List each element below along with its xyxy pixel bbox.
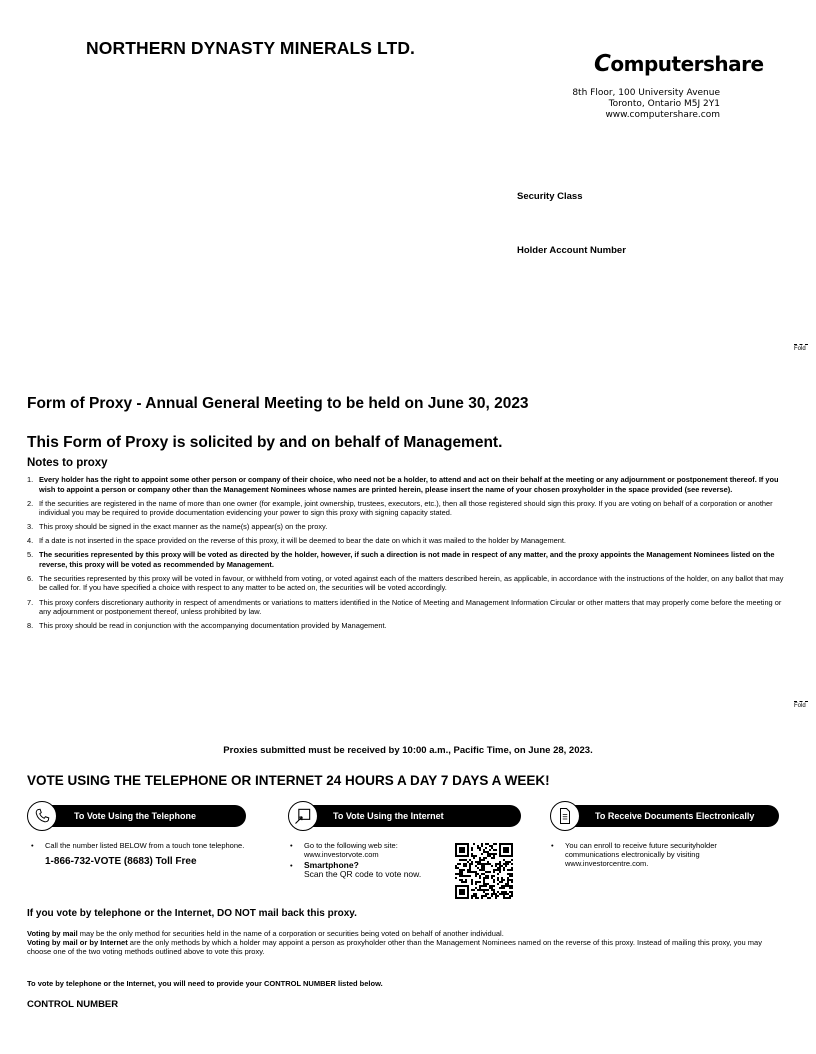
address-line: Toronto, Ontario M5J 2Y1 bbox=[608, 99, 720, 109]
list-item bbox=[290, 861, 450, 879]
mail-text: may be the only method for securities held in the name of a corporation or securities being voted on behalf of another individual. bbox=[77, 929, 504, 938]
electronic-documents-label: To Receive Documents Electronically bbox=[595, 811, 755, 821]
note-text: The securities represented by this proxy will be voted in favour, or withheld from voting, or voted against each of the matters described herein, as applicable, in accordance with the instructions of the holder, on any ballot that may be called for. If you have specified a choice with respect to any matter to be acted on, the securities will be voted accordingly. bbox=[39, 573, 784, 593]
solicitation-heading: This Form of Proxy is solicited by and on behalf of Management. bbox=[27, 434, 503, 451]
telephone-vote-label: To Vote Using the Telephone bbox=[74, 811, 197, 821]
mail-internet-text: are the only methods by which a holder may appoint a person as proxyholder other than the Management Nominees named on the reverse of this proxy. Instead of mailing this proxy, you may choose one of the two voting methods outlined above to vote this proxy. bbox=[27, 938, 762, 956]
note-text: If a date is not inserted in the space provided on the reverse of this proxy, it will be deemed to bear the date on which it was mailed to the holder by Management. bbox=[39, 536, 566, 546]
note-number: 6. bbox=[27, 573, 34, 583]
note-text: Every holder has the right to appoint some other person or company of their choice, who need not be a holder, to attend and act on their behalf at the meeting or any adjournment or postponement thereof. If you wish to appoint a person or company other than the Management Nominees whose names are printed herein, please insert the name of your chosen proxyholder in the space provided (see reverse). bbox=[39, 475, 779, 494]
electronic-instructions bbox=[551, 841, 766, 870]
vote-heading: VOTE USING THE TELEPHONE OR INTERNET 24 HOURS A DAY 7 DAYS A WEEK! bbox=[27, 773, 550, 788]
address-website: www.computershare.com bbox=[605, 110, 720, 120]
note-text: If the securities are registered in the name of more than one owner (for example, joint ownership, trustees, executors, etc.), then all those registered should sign this proxy. If you are voting on behalf of a corporation or another individual you may be required to provide documentation evidencing your power to sign this proxy with signing capacity stated. bbox=[39, 498, 773, 518]
note-item bbox=[27, 499, 787, 518]
cursor-icon bbox=[288, 801, 318, 831]
internet-vote-label: To Vote Using the Internet bbox=[333, 811, 444, 821]
note-item bbox=[27, 522, 787, 532]
note-number: 4. bbox=[27, 536, 34, 546]
internet-vote-banner bbox=[297, 805, 521, 827]
toll-free-number: 1-866-732-VOTE (8683) Toll Free bbox=[45, 856, 197, 867]
address-line: 8th Floor, 100 University Avenue bbox=[572, 88, 720, 98]
company-name: NORTHERN DYNASTY MINERALS LTD. bbox=[86, 38, 416, 58]
computershare-logo bbox=[594, 51, 764, 77]
list-item: • You can enroll to receive future securityholder communications electronically by visiting www.investorcentre.com. bbox=[551, 841, 766, 868]
mail-internet-bold: Voting by mail or by Internet bbox=[27, 938, 128, 947]
note-item bbox=[27, 598, 787, 617]
note-text: This proxy should be signed in the exact manner as the name(s) appear(s) on the proxy. bbox=[39, 522, 328, 532]
note-text: The securities represented by this proxy will be voted as directed by the holder, however, if such a direction is not made in respect of any matter, and the proxy appoints the Management Nominees listed on the reverse, this proxy will be voted as recommended by Management. bbox=[39, 550, 775, 569]
internet-instructions bbox=[290, 841, 450, 881]
note-item bbox=[27, 550, 787, 569]
note-item bbox=[27, 574, 787, 593]
fold-mark: Fold bbox=[794, 344, 808, 352]
address-block bbox=[572, 88, 720, 121]
note-number: 8. bbox=[27, 621, 34, 631]
note-number: 5. bbox=[27, 550, 34, 560]
electronic-documents-banner bbox=[559, 805, 779, 827]
note-item bbox=[27, 621, 787, 631]
note-number: 7. bbox=[27, 597, 34, 607]
qr-code[interactable] bbox=[455, 843, 513, 899]
notes-list bbox=[27, 475, 787, 635]
note-text: This proxy should be read in conjunction with the accompanying documentation provided by Management. bbox=[39, 621, 387, 631]
note-number: 2. bbox=[27, 498, 34, 508]
voting-methods-paragraph bbox=[27, 929, 787, 956]
smartphone-heading: Smartphone? bbox=[304, 860, 359, 870]
note-text: This proxy confers discretionary authority in respect of amendments or variations to matters identified in the Notice of Meeting and Management Information Circular or other matters that may properly come before the meeting or any adjournment or postponement thereof, unless prohibited by law. bbox=[39, 597, 782, 617]
notes-heading: Notes to proxy bbox=[27, 457, 108, 469]
telephone-vote-banner bbox=[36, 805, 246, 827]
proxy-deadline: Proxies submitted must be received by 10:00 a.m., Pacific Time, on June 28, 2023. bbox=[223, 745, 593, 756]
control-number-label: CONTROL NUMBER bbox=[27, 999, 119, 1010]
phone-icon bbox=[27, 801, 57, 831]
telephone-instructions bbox=[31, 841, 251, 866]
note-item bbox=[27, 475, 787, 494]
mail-bold: Voting by mail bbox=[27, 929, 78, 938]
smartphone-text: Scan the QR code to vote now. bbox=[304, 869, 422, 879]
note-number: 3. bbox=[27, 522, 34, 532]
holder-account-label: Holder Account Number bbox=[517, 245, 626, 256]
fold-mark: Fold bbox=[794, 701, 808, 709]
note-number: 1. bbox=[27, 475, 34, 484]
do-not-mail-warning: If you vote by telephone or the Internet, DO NOT mail back this proxy. bbox=[27, 908, 357, 919]
logo-text: omputershare bbox=[610, 52, 764, 76]
security-class-label: Security Class bbox=[517, 191, 583, 202]
form-title: Form of Proxy - Annual General Meeting to be held on June 30, 2023 bbox=[27, 395, 529, 412]
list-item: • Go to the following web site: www.investorvote.com bbox=[290, 841, 450, 859]
logo-mark: C bbox=[594, 51, 611, 77]
list-item: • Call the number listed BELOW from a touch tone telephone. bbox=[31, 841, 251, 850]
control-number-instructions: To vote by telephone or the Internet, you will need to provide your CONTROL NUMBER listed below. bbox=[27, 979, 383, 988]
document-icon bbox=[550, 801, 580, 831]
note-item bbox=[27, 536, 787, 546]
